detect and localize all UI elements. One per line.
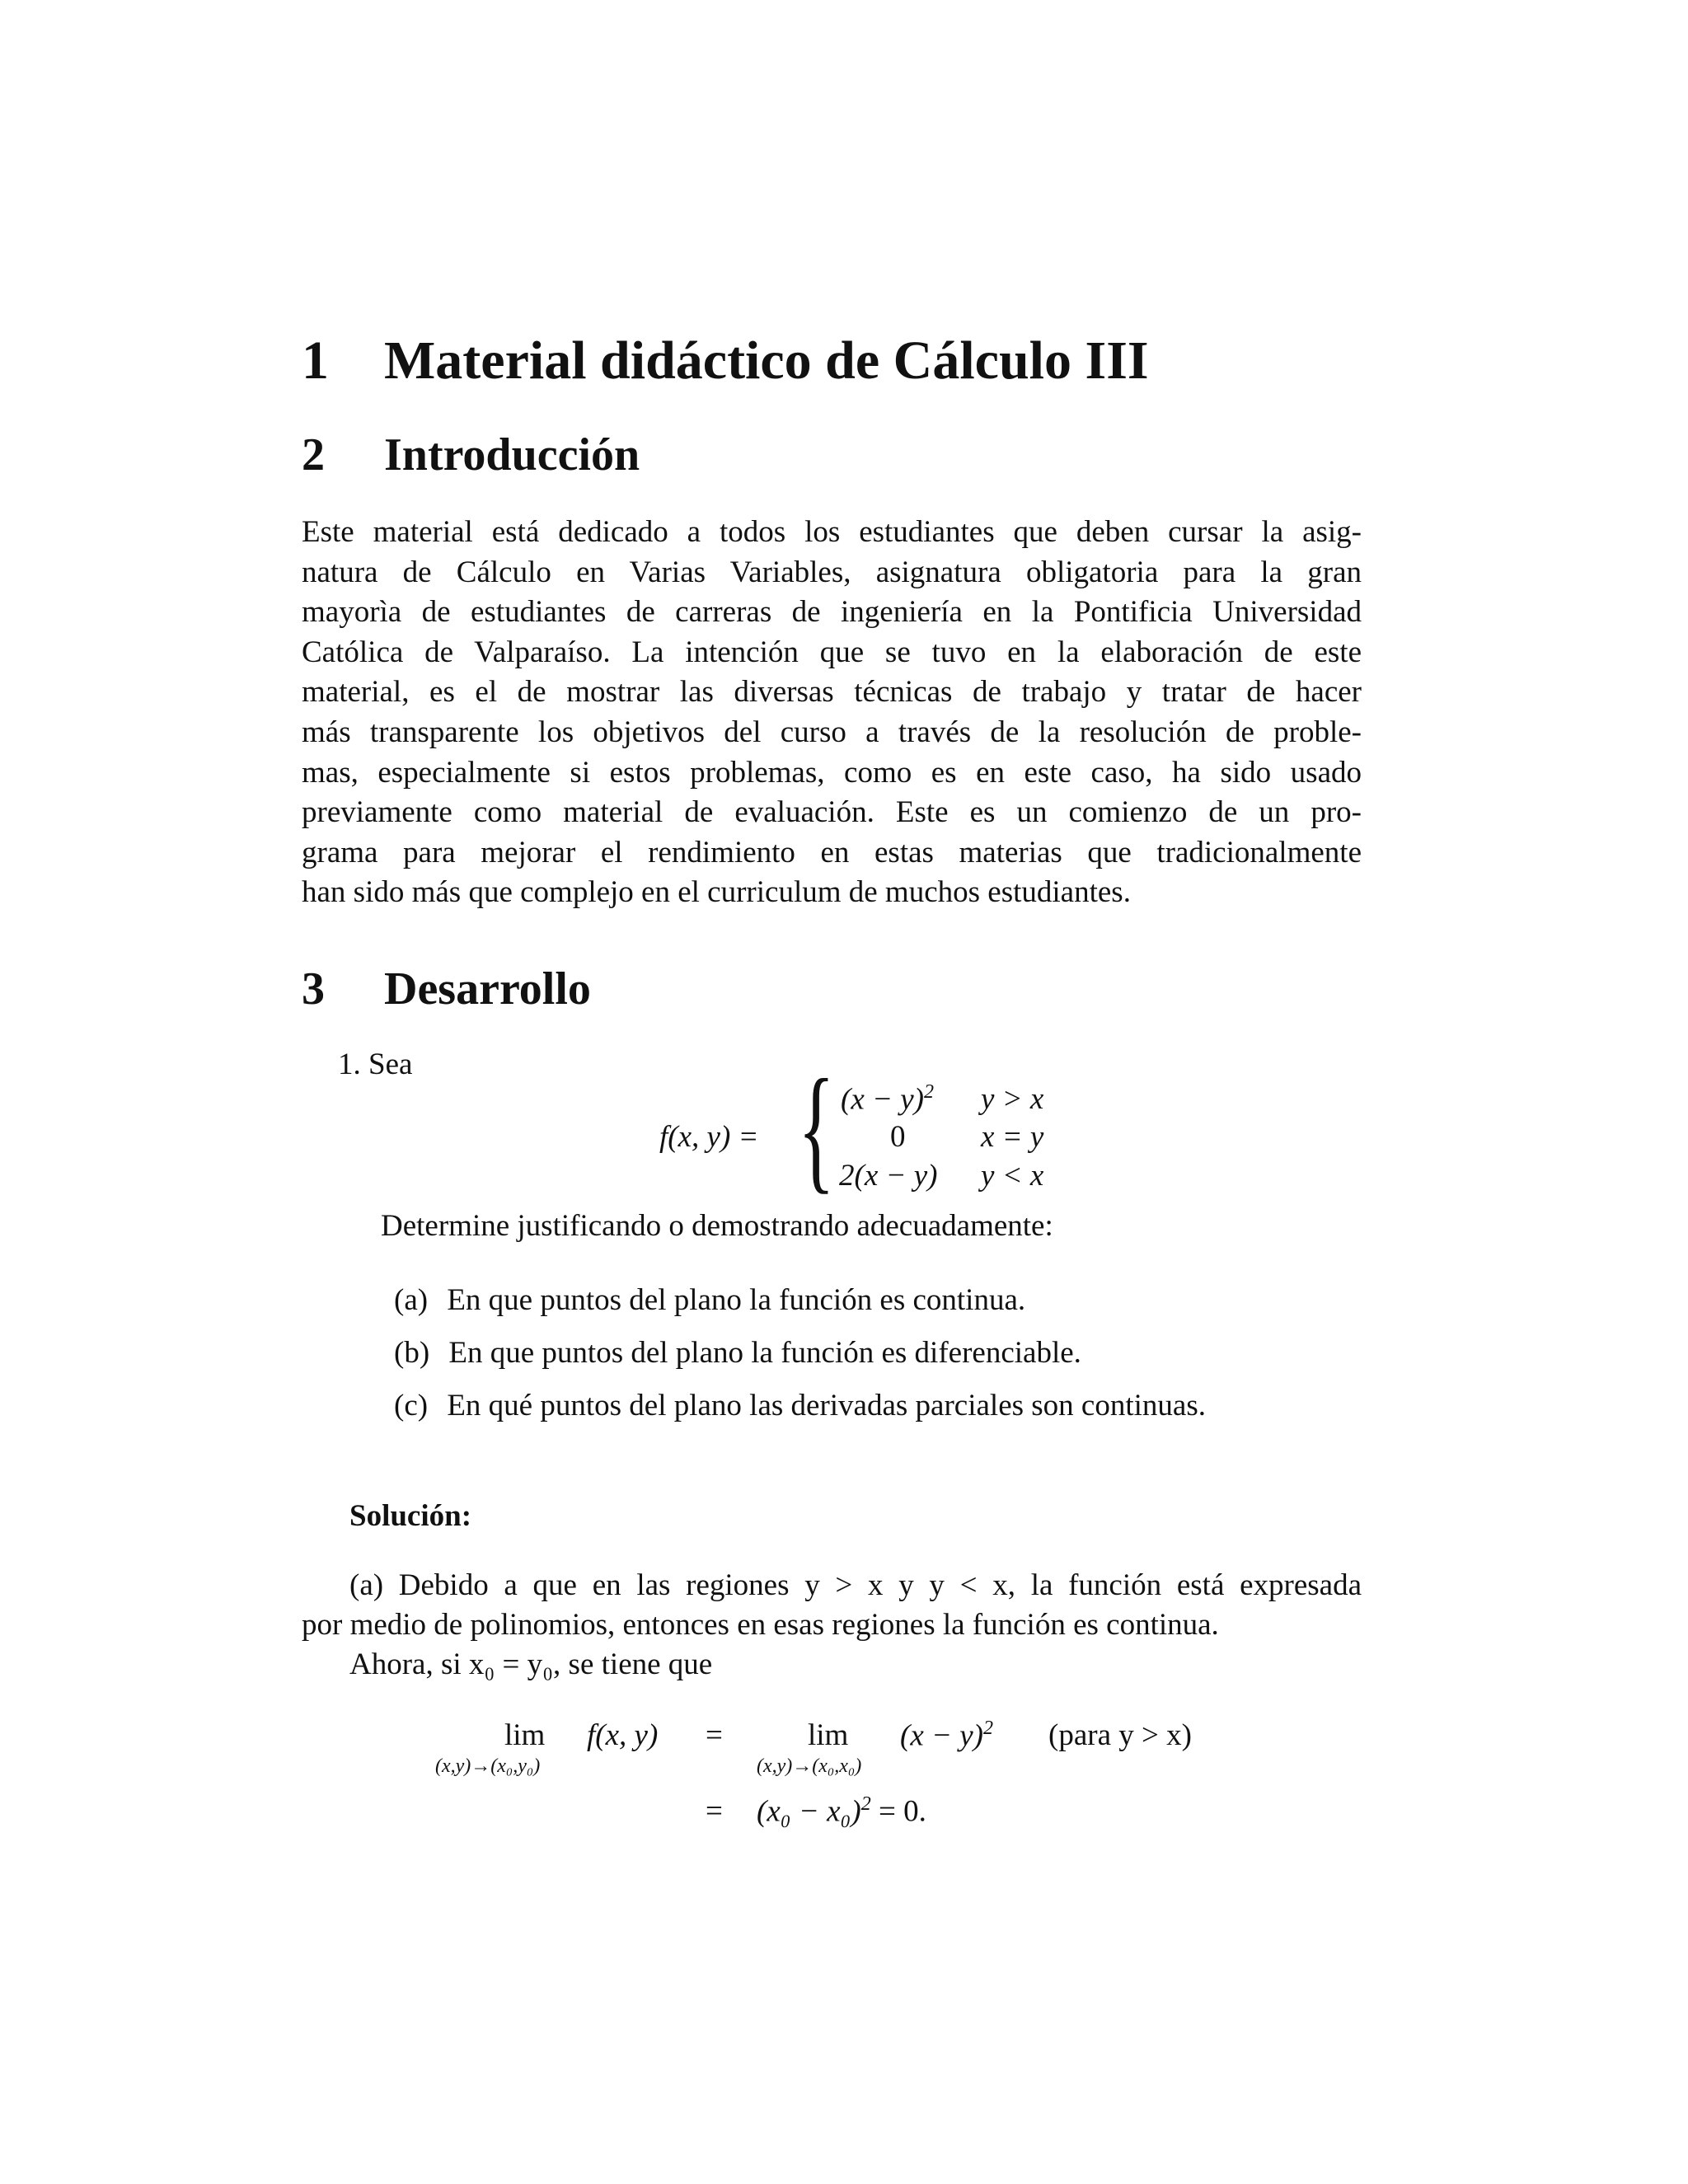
paragraph-line: mayorìa de estudiantes de carreras de ingeniería en la Pontificia Universidad xyxy=(302,595,1362,630)
section-title: Desarrollo xyxy=(384,963,591,1015)
problem-number xyxy=(338,1047,412,1082)
section-number: 3 xyxy=(302,963,325,1015)
item-label: (c) xyxy=(394,1389,429,1422)
limit-subscript: (x,y)→(x₀,y₀) xyxy=(435,1755,541,1777)
solution-line: por medio de polinomios, entonces en esas regiones la función es continua. xyxy=(302,1608,1219,1642)
item-label: (a) xyxy=(394,1283,429,1317)
problem-item xyxy=(394,1388,1206,1423)
paragraph-line: Católica de Valparaíso. La intención que se tuvo en la elaboración de este xyxy=(302,635,1362,669)
solution-heading: Solución: xyxy=(349,1499,472,1533)
paragraph-line: grama para mejorar el rendimiento en estas materias que tradicionalmente xyxy=(302,835,1362,869)
case-expression: 2(x − y) xyxy=(839,1159,938,1193)
paragraph-line: natura de Cálculo en Varias Variables, asignatura obligatoria para la gran xyxy=(302,555,1362,589)
section-1-heading xyxy=(302,330,1149,392)
case-expression: $(x - y)^2$ xyxy=(841,1081,934,1117)
section-number: 2 xyxy=(302,429,325,480)
paragraph-line: previamente como material de evaluación. Este es un comienzo de un pro- xyxy=(302,795,1362,830)
section-title: Introducción xyxy=(384,429,640,480)
paragraph-line: Este material está dedicado a todos los estudiantes que deben cursar la asig- xyxy=(302,515,1362,549)
paragraph-line: han sido más que complejo en el curriculum de muchos estudiantes. xyxy=(302,875,1131,910)
problem-item xyxy=(394,1335,1081,1371)
paragraph-line: más transparente los objetivos del curso a través de la resolución de proble- xyxy=(302,715,1362,749)
equals-sign: = xyxy=(706,1718,723,1752)
left-brace: { xyxy=(798,1051,835,1206)
problem-instruction: Determine justificando o demostrando adecuadamente: xyxy=(381,1209,1053,1243)
case-condition: x = y xyxy=(981,1120,1044,1154)
limit-rhs: $(x - y)^2$ xyxy=(900,1718,993,1753)
function-lhs: f(x, y) = xyxy=(659,1120,759,1154)
case-expression: 0 xyxy=(890,1120,906,1154)
intro-paragraph xyxy=(302,513,1362,913)
item-text: En qué puntos del plano las derivadas parciales son continuas. xyxy=(447,1389,1206,1422)
limit-operator: lim xyxy=(808,1718,849,1752)
paragraph-line: material, es el de mostrar las diversas técnicas de trabajo y tratar de hacer xyxy=(302,675,1362,710)
condition-note: (para y > x) xyxy=(1048,1718,1192,1752)
section-2-heading xyxy=(302,429,640,481)
problem-lead: Sea xyxy=(368,1047,413,1081)
solution-line: (a) Debido a que en las regiones y > x y y < x, la función está expresada xyxy=(349,1568,1362,1602)
item-text: En que puntos del plano la función es diferenciable. xyxy=(448,1336,1081,1370)
problem-item xyxy=(394,1282,1025,1318)
section-3-heading xyxy=(302,963,591,1015)
problem-number-label: 1. xyxy=(338,1047,361,1081)
solution-line: Ahora, si x₀ = y₀, se tiene que xyxy=(349,1647,713,1681)
paragraph-line: mas, especialmente si estos problemas, como es en este caso, ha sido usado xyxy=(302,755,1362,790)
section-number: 1 xyxy=(302,330,329,391)
limit-operator: lim xyxy=(504,1718,546,1752)
equals-sign: = xyxy=(706,1794,723,1828)
limit-subscript: (x,y)→(x₀,x₀) xyxy=(757,1755,862,1777)
section-title: Material didáctico de Cálculo III xyxy=(384,330,1149,391)
limit-lhs: f(x, y) xyxy=(587,1718,659,1752)
case-condition: y < x xyxy=(981,1159,1044,1193)
item-text: En que puntos del plano la función es continua. xyxy=(447,1283,1026,1317)
case-condition: y > x xyxy=(981,1082,1044,1116)
item-label: (b) xyxy=(394,1336,430,1370)
limit-result: $(x_0 - x_0)^2 = 0$. xyxy=(757,1793,926,1829)
